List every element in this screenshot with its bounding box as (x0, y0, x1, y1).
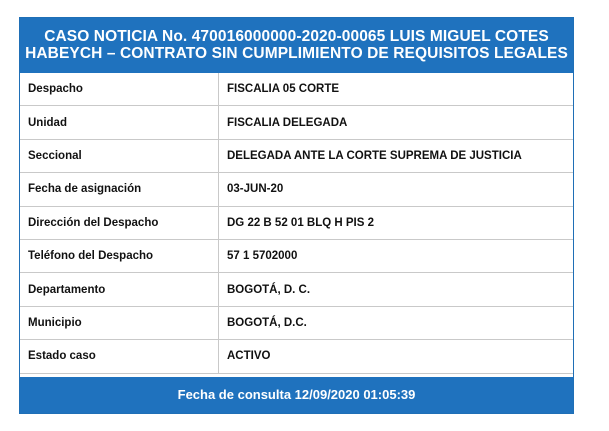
row-value: ACTIVO (227, 350, 271, 363)
row-label: Fecha de asignación (20, 173, 219, 205)
row-value: DELEGADA ANTE LA CORTE SUPREMA DE JUSTICIA (227, 149, 522, 162)
row-label: Departamento (20, 273, 219, 305)
row-label: Estado caso (20, 340, 219, 372)
case-title-line-2: HABEYCH – CONTRATO SIN CUMPLIMIENTO DE REQUISITOS LEGALES (25, 45, 568, 62)
table-row-seccional (20, 140, 573, 173)
row-value: FISCALIA 05 CORTE (227, 83, 340, 96)
row-label: Teléfono del Despacho (20, 240, 219, 272)
table-row-estado-caso (20, 340, 573, 373)
case-title-line-1: CASO NOTICIA No. 470016000000-2020-00065 LUIS MIGUEL COTES (44, 28, 549, 45)
row-value: 03-JUN-20 (227, 183, 284, 196)
consulta-date-footer: Fecha de consulta 12/09/2020 01:05:39 (20, 377, 573, 413)
table-row-direccion (20, 207, 573, 240)
table-row-municipio (20, 307, 573, 340)
row-label: Despacho (20, 73, 219, 105)
case-info-card (19, 17, 574, 414)
table-row-departamento (20, 273, 573, 306)
table-row-telefono (20, 240, 573, 273)
row-value: DG 22 B 52 01 BLQ H PIS 2 (227, 216, 375, 229)
table-row-despacho (20, 73, 573, 106)
row-label: Seccional (20, 140, 219, 172)
row-value: BOGOTÁ, D. C. (227, 283, 311, 296)
row-label: Municipio (20, 307, 219, 339)
row-label: Dirección del Despacho (20, 207, 219, 239)
table-row-unidad (20, 106, 573, 139)
row-value: 57 1 5702000 (227, 250, 298, 263)
case-title-header (20, 18, 573, 73)
table-row-fecha-asignacion (20, 173, 573, 206)
row-value: FISCALIA DELEGADA (227, 116, 348, 129)
row-value: BOGOTÁ, D.C. (227, 316, 307, 329)
row-label: Unidad (20, 106, 219, 138)
case-details-table (20, 73, 573, 374)
